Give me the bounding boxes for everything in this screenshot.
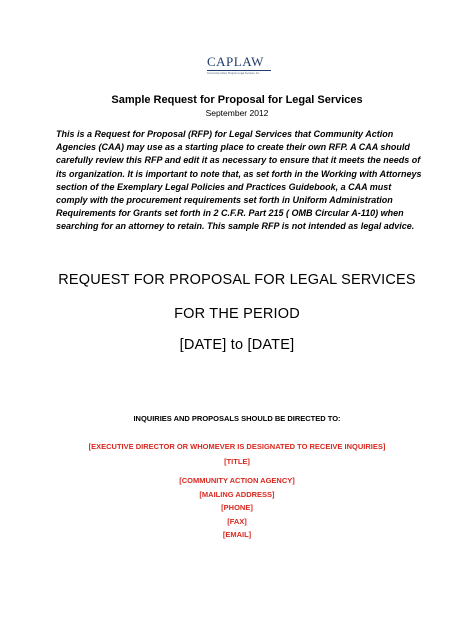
inquiries-heading: INQUIRIES AND PROPOSALS SHOULD BE DIRECTED TO: [133,414,341,423]
contact-person-placeholder: [EXECUTIVE DIRECTOR OR WHOMEVER IS DESIGNATED TO RECEIVE INQUIRIES] [88,442,386,451]
document-date: September 2012 [205,108,269,118]
logo-name: CAPLAW [207,54,264,69]
main-heading-line-2: FOR THE PERIOD [174,306,300,322]
logo-tagline: Community Action Program Legal Services, Inc. [207,72,260,75]
contact-title-placeholder: [TITLE] [224,457,250,466]
email-placeholder: [EMAIL] [222,530,252,539]
main-heading-line-1: REQUEST FOR PROPOSAL FOR LEGAL SERVICES [58,272,416,288]
mailing-address-placeholder: [MAILING ADDRESS] [199,490,275,499]
logo-rule [207,70,271,71]
caplaw-logo [207,55,271,79]
main-heading-line-3: [DATE] to [DATE] [179,337,295,353]
agency-placeholder: [COMMUNITY ACTION AGENCY] [179,476,295,485]
phone-placeholder: [PHONE] [221,503,253,512]
fax-placeholder: [FAX] [227,517,247,526]
intro-paragraph: This is a Request for Proposal (RFP) for Legal Services that Community Action Agencies (CAA) may use as a starting place to create their own RFP. A CAA should carefully review this RFP and edit it as necessary to ensure that it meets the needs of its organization. It is important to note that, as set forth in the Working with Attorneys section of the Exemplary Legal Policies and Practices Guidebook, a CAA must comply with the procurement requirements set forth in Uniform Administration Requirements for Grants set forth in 2 C.F.R. Part 215 ( OMB Circular A-110) when searching for an attorney to retain. This sample RFP is not intended as legal advice. [56,129,422,232]
document-title: Sample Request for Proposal for Legal Services [111,94,363,106]
